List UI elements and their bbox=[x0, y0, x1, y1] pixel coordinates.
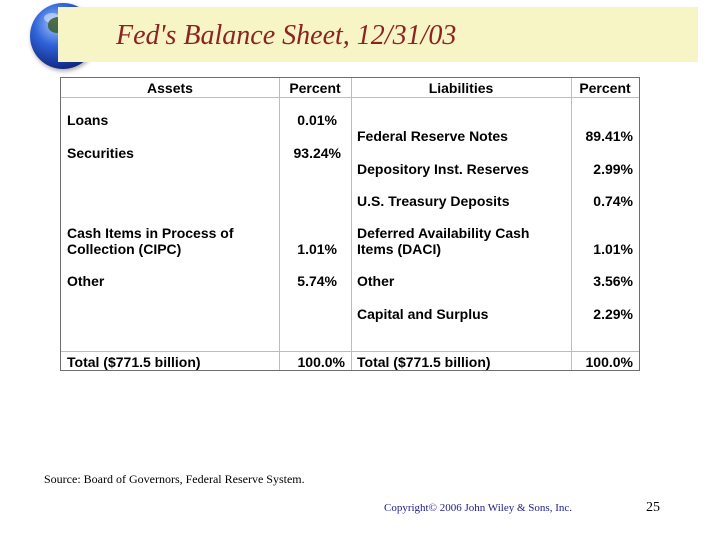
liabilities-total-label: Total ($771.5 billion) bbox=[357, 354, 491, 370]
assets-total-percent: 100.0% bbox=[297, 354, 345, 370]
liability-percent: 2.29% bbox=[593, 306, 633, 322]
header-divider bbox=[61, 97, 639, 98]
liabilities-percent-header: Percent bbox=[579, 80, 631, 96]
column-divider bbox=[351, 78, 352, 370]
liability-percent: 89.41% bbox=[585, 128, 633, 144]
liability-percent: 2.99% bbox=[593, 161, 633, 177]
liability-label: Depository Inst. Reserves bbox=[357, 161, 529, 177]
asset-percent: 5.74% bbox=[297, 273, 337, 289]
source-note: Source: Board of Governors, Federal Reserve System. bbox=[44, 472, 305, 486]
liability-percent: 0.74% bbox=[593, 193, 633, 209]
copyright-notice: Copyright© 2006 John Wiley & Sons, Inc. bbox=[384, 502, 572, 514]
asset-label: Cash Items in Process of Collection (CIPC) bbox=[67, 225, 234, 257]
page-number: 25 bbox=[646, 500, 660, 515]
column-divider bbox=[571, 78, 572, 370]
asset-percent: 93.24% bbox=[293, 145, 341, 161]
total-divider bbox=[61, 351, 639, 352]
liability-label: Federal Reserve Notes bbox=[357, 128, 508, 144]
asset-percent: 0.01% bbox=[297, 112, 337, 128]
assets-percent-header: Percent bbox=[289, 80, 341, 96]
asset-percent: 1.01% bbox=[297, 241, 337, 257]
liability-percent: 1.01% bbox=[593, 241, 633, 257]
liability-label: Deferred Availability Cash Items (DACI) bbox=[357, 225, 530, 257]
asset-label: Loans bbox=[67, 112, 109, 128]
asset-label: Securities bbox=[67, 145, 134, 161]
liabilities-header: Liabilities bbox=[428, 80, 494, 96]
liability-percent: 3.56% bbox=[593, 273, 633, 289]
liabilities-total-percent: 100.0% bbox=[585, 354, 633, 370]
balance-sheet-table bbox=[60, 77, 640, 371]
liability-label: Capital and Surplus bbox=[357, 306, 489, 322]
assets-total-label: Total ($771.5 billion) bbox=[67, 354, 201, 370]
slide-title: Fed's Balance Sheet, 12/31/03 bbox=[116, 20, 457, 51]
assets-header: Assets bbox=[147, 80, 193, 96]
asset-label: Other bbox=[67, 273, 105, 289]
liability-label: U.S. Treasury Deposits bbox=[357, 193, 510, 209]
liability-label: Other bbox=[357, 273, 395, 289]
